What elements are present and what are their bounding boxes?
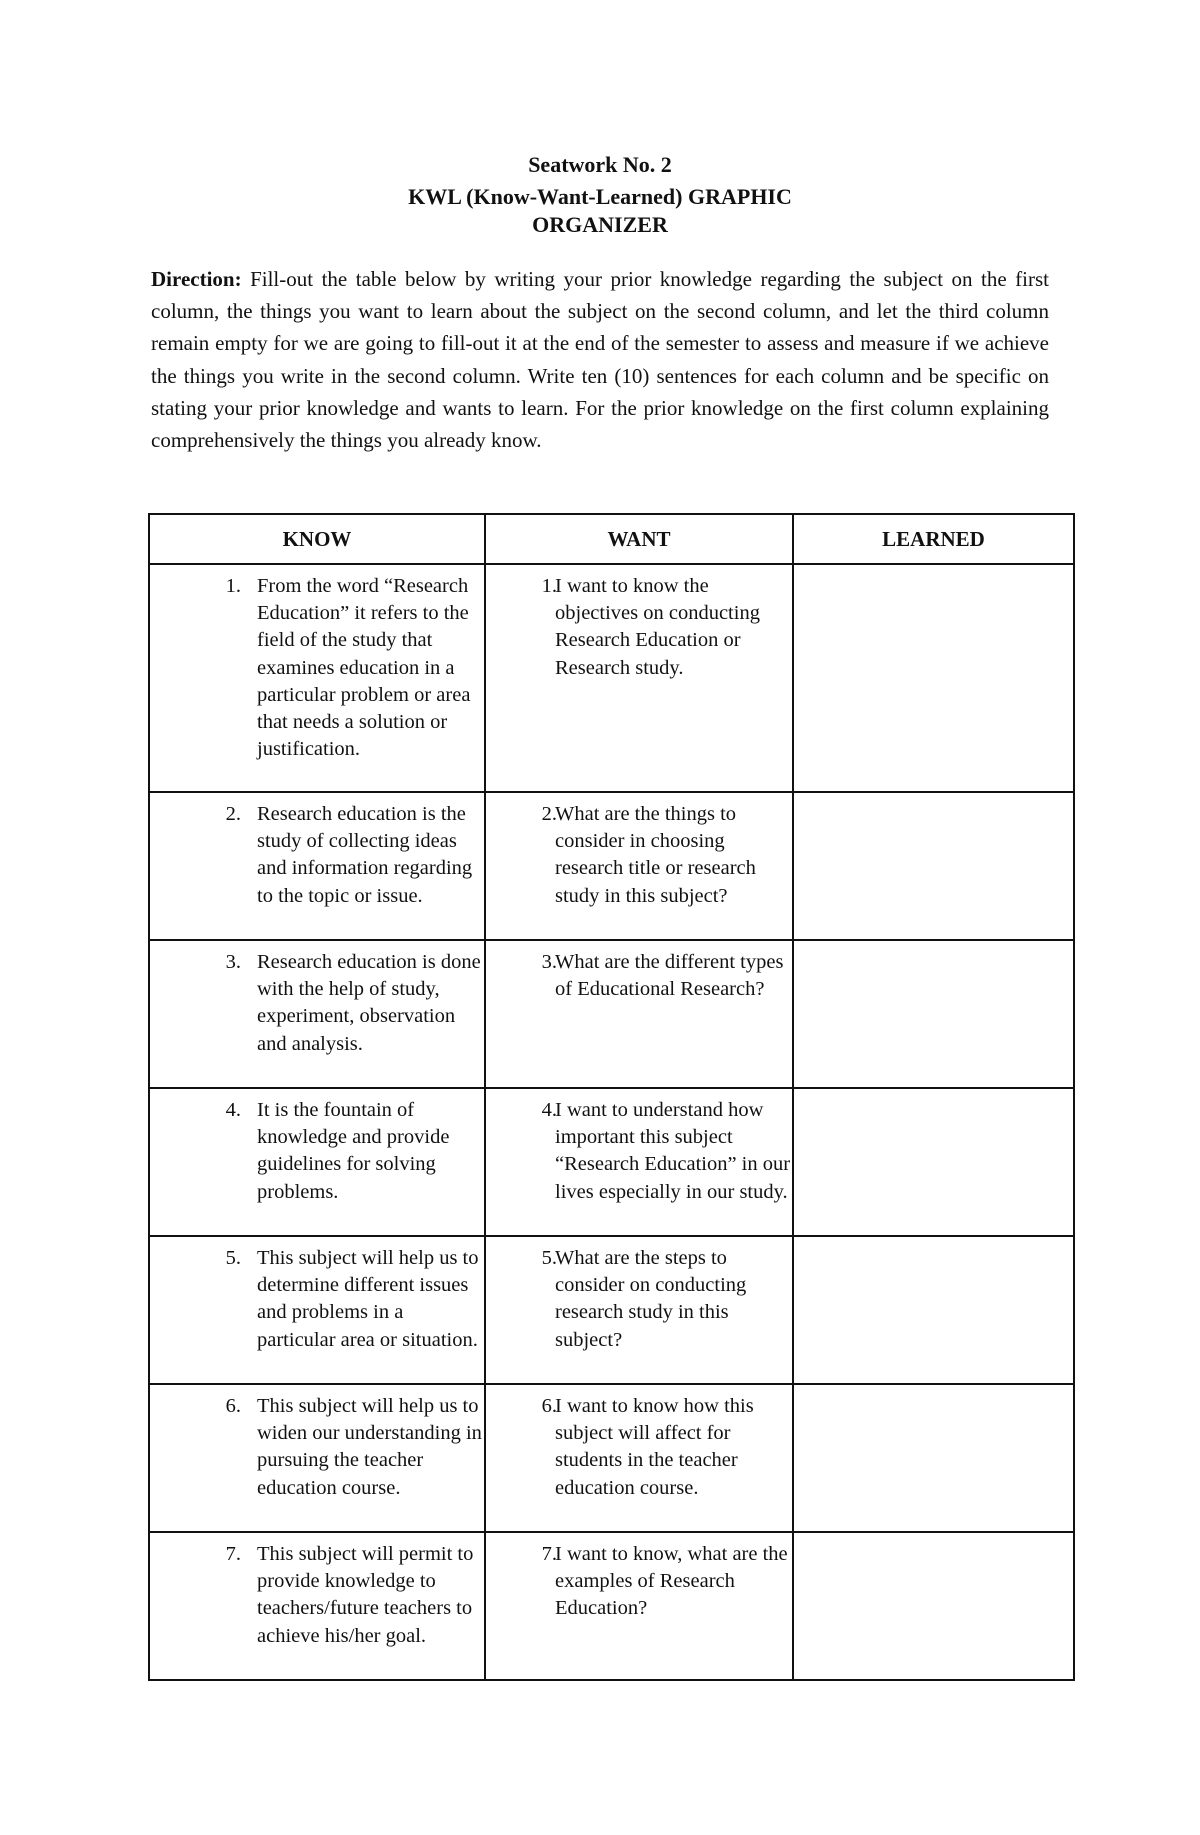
item-number: 2. — [541, 803, 557, 825]
know-text: Research education is done with the help of study, experiment, observation and analysis. — [257, 951, 481, 1055]
know-text: This subject will help us to widen our understanding in pursuing the teacher education course. — [257, 1395, 482, 1499]
want-text: I want to know the objectives on conducting Research Education or Research study. — [555, 575, 760, 679]
item-number: 6. — [225, 1395, 241, 1417]
learned-cell[interactable] — [793, 792, 1074, 940]
know-cell — [149, 1236, 485, 1384]
want-text: What are the steps to consider on conducting research study in this subject? — [555, 1247, 747, 1351]
want-text: I want to know how this subject will affect for students in the teacher education course. — [555, 1395, 754, 1499]
table-header-row — [149, 514, 1074, 564]
want-cell — [485, 940, 793, 1088]
item-number: 1. — [541, 575, 557, 597]
want-text: I want to understand how important this subject “Research Education” in our lives especially in our study. — [555, 1099, 791, 1203]
know-cell — [149, 792, 485, 940]
page-title: Seatwork No. 2 — [528, 152, 672, 177]
learned-cell[interactable] — [793, 564, 1074, 792]
table-row — [149, 940, 1074, 1088]
know-cell — [149, 1088, 485, 1236]
page-subtitle-line1: KWL (Know-Want-Learned) GRAPHIC — [408, 184, 792, 209]
direction-text: Fill-out the table below by writing your prior knowledge regarding the subject on the first column, the things you want to learn about the subject on the second column, and let the third column remain empty for we are going to fill-out it at the end of the semester to assess and measure if we achieve the things you write in the second column. Write ten (10) sentences for each column and be specific on stating your prior knowledge and wants to learn. For the prior knowledge on the first column explaining comprehensively the things you already know. — [151, 267, 1049, 453]
learned-cell[interactable] — [793, 1532, 1074, 1680]
want-cell — [485, 1236, 793, 1384]
page-subtitle-line2: ORGANIZER — [532, 212, 668, 237]
want-text: What are the different types of Educational Research? — [555, 951, 784, 1001]
table-row — [149, 1088, 1074, 1236]
column-header-learned: LEARNED — [793, 514, 1074, 564]
item-number: 4. — [225, 1099, 241, 1121]
item-number: 2. — [225, 803, 241, 825]
item-number: 3. — [541, 951, 557, 973]
learned-cell[interactable] — [793, 940, 1074, 1088]
know-cell — [149, 1384, 485, 1532]
item-number: 7. — [541, 1543, 557, 1565]
know-text: Research education is the study of collecting ideas and information regarding to the topic or issue. — [257, 803, 473, 907]
item-number: 7. — [225, 1543, 241, 1565]
want-cell — [485, 1088, 793, 1236]
know-cell — [149, 1532, 485, 1680]
kwl-table — [148, 513, 1075, 1681]
column-header-know: KNOW — [149, 514, 485, 564]
learned-cell[interactable] — [793, 1236, 1074, 1384]
know-cell — [149, 940, 485, 1088]
item-number: 6. — [541, 1395, 557, 1417]
item-number: 4. — [541, 1099, 557, 1121]
table-row — [149, 1384, 1074, 1532]
want-cell — [485, 1532, 793, 1680]
learned-cell[interactable] — [793, 1384, 1074, 1532]
want-cell — [485, 564, 793, 792]
want-text: What are the things to consider in choosing research title or research study in this subject? — [555, 803, 756, 907]
item-number: 3. — [225, 951, 241, 973]
table-row — [149, 792, 1074, 940]
direction-paragraph — [151, 263, 1049, 456]
know-cell — [149, 564, 485, 792]
table-row — [149, 1236, 1074, 1384]
direction-label: Direction: — [151, 267, 242, 291]
want-cell — [485, 792, 793, 940]
table-row — [149, 1532, 1074, 1680]
know-text: It is the fountain of knowledge and provide guidelines for solving problems. — [257, 1099, 450, 1203]
item-number: 5. — [541, 1247, 557, 1269]
want-text: I want to know, what are the examples of Research Education? — [555, 1543, 788, 1620]
item-number: 5. — [225, 1247, 241, 1269]
learned-cell[interactable] — [793, 1088, 1074, 1236]
column-header-want: WANT — [485, 514, 793, 564]
item-number: 1. — [225, 575, 241, 597]
know-text: This subject will permit to provide knowledge to teachers/future teachers to achieve his/her goal. — [257, 1543, 474, 1647]
want-cell — [485, 1384, 793, 1532]
table-row — [149, 564, 1074, 792]
know-text: From the word “Research Education” it refers to the field of the study that examines education in a particular problem or area that needs a solution or justification. — [257, 575, 471, 761]
know-text: This subject will help us to determine different issues and problems in a particular area or situation. — [257, 1247, 479, 1351]
